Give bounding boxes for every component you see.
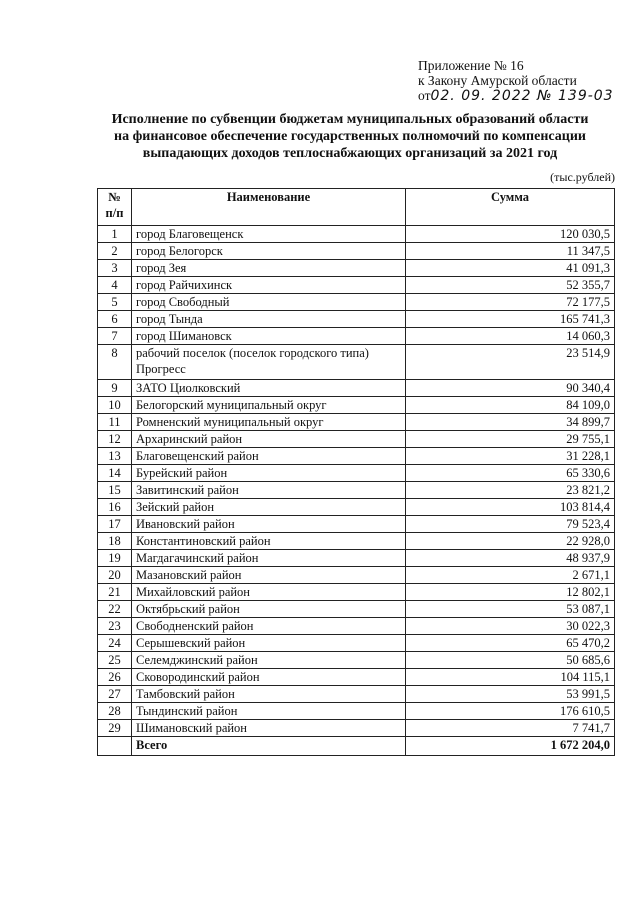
row-number: 12 [98, 431, 132, 448]
total-sum: 1 672 204,0 [406, 737, 615, 756]
row-number: 8 [98, 345, 132, 380]
row-sum: 29 755,1 [406, 431, 615, 448]
row-sum: 53 991,5 [406, 686, 615, 703]
table-row [98, 652, 615, 669]
row-name: город Зея [132, 260, 406, 277]
total-label: Всего [132, 737, 406, 756]
row-number: 21 [98, 584, 132, 601]
row-name: Магдагачинский район [132, 550, 406, 567]
row-number: 9 [98, 380, 132, 397]
handwritten-date-number: 02. 09. 2022 № 139-03 [430, 88, 614, 104]
row-number: 27 [98, 686, 132, 703]
row-sum: 2 671,1 [406, 567, 615, 584]
row-name: Тамбовский район [132, 686, 406, 703]
title-line-2: на финансовое обеспечение государственных полномочий по компенсации [114, 129, 586, 144]
row-number: 19 [98, 550, 132, 567]
row-name: город Райчихинск [132, 277, 406, 294]
row-sum: 11 347,5 [406, 243, 615, 260]
row-number: 29 [98, 720, 132, 737]
table-row [98, 567, 615, 584]
row-number: 3 [98, 260, 132, 277]
table-row [98, 618, 615, 635]
row-number: 2 [98, 243, 132, 260]
row-number: 11 [98, 414, 132, 431]
row-name: Свободненский район [132, 618, 406, 635]
row-sum: 14 060,3 [406, 328, 615, 345]
row-number: 16 [98, 499, 132, 516]
row-name: Зейский район [132, 499, 406, 516]
table-row [98, 720, 615, 737]
row-sum: 48 937,9 [406, 550, 615, 567]
row-number: 18 [98, 533, 132, 550]
row-number: 7 [98, 328, 132, 345]
annex-header [418, 58, 614, 104]
total-row [98, 737, 615, 756]
row-name: город Тында [132, 311, 406, 328]
document-title [70, 111, 630, 162]
table-header-row [98, 189, 615, 226]
annex-line-2: к Закону Амурской области [418, 73, 577, 88]
row-number: 22 [98, 601, 132, 618]
row-name: Мазановский район [132, 567, 406, 584]
table-row [98, 277, 615, 294]
row-sum: 30 022,3 [406, 618, 615, 635]
table-row [98, 465, 615, 482]
row-name: Сковородинский район [132, 669, 406, 686]
row-name: Архаринский район [132, 431, 406, 448]
row-sum: 34 899,7 [406, 414, 615, 431]
row-number: 23 [98, 618, 132, 635]
row-number: 14 [98, 465, 132, 482]
row-number: 4 [98, 277, 132, 294]
table-row [98, 482, 615, 499]
row-name: Ивановский район [132, 516, 406, 533]
row-sum: 72 177,5 [406, 294, 615, 311]
table-row [98, 584, 615, 601]
table-row [98, 414, 615, 431]
title-line-3: выпадающих доходов теплоснабжающих организаций за 2021 год [142, 146, 558, 161]
row-number: 1 [98, 226, 132, 243]
row-sum: 41 091,3 [406, 260, 615, 277]
row-sum: 104 115,1 [406, 669, 615, 686]
row-number: 28 [98, 703, 132, 720]
row-name: Благовещенский район [132, 448, 406, 465]
units-label: (тыс.рублей) [550, 170, 615, 184]
table-row [98, 703, 615, 720]
row-sum: 65 330,6 [406, 465, 615, 482]
row-number: 26 [98, 669, 132, 686]
row-name: Белогорский муниципальный округ [132, 397, 406, 414]
row-number: 17 [98, 516, 132, 533]
row-name: город Белогорск [132, 243, 406, 260]
row-sum: 12 802,1 [406, 584, 615, 601]
table-row [98, 686, 615, 703]
row-name: Тындинский район [132, 703, 406, 720]
row-sum: 65 470,2 [406, 635, 615, 652]
row-number: 6 [98, 311, 132, 328]
table-row [98, 533, 615, 550]
row-sum: 79 523,4 [406, 516, 615, 533]
table-row [98, 448, 615, 465]
row-name: Октябрьский район [132, 601, 406, 618]
row-sum: 31 228,1 [406, 448, 615, 465]
row-name: ЗАТО Циолковский [132, 380, 406, 397]
row-sum: 176 610,5 [406, 703, 615, 720]
table-row [98, 635, 615, 652]
table-row [98, 431, 615, 448]
table-row [98, 516, 615, 533]
row-number: 5 [98, 294, 132, 311]
row-sum: 52 355,7 [406, 277, 615, 294]
header-name: Наименование [132, 189, 406, 226]
row-sum: 7 741,7 [406, 720, 615, 737]
table-row [98, 601, 615, 618]
header-sum: Сумма [406, 189, 615, 226]
annex-date-prefix: от [418, 88, 431, 103]
row-name: Ромненский муниципальный округ [132, 414, 406, 431]
row-name: Константиновский район [132, 533, 406, 550]
table-row [98, 243, 615, 260]
row-sum: 165 741,3 [406, 311, 615, 328]
row-sum: 22 928,0 [406, 533, 615, 550]
table-row [98, 294, 615, 311]
row-name: город Благовещенск [132, 226, 406, 243]
row-name: Михайловский район [132, 584, 406, 601]
table-row [98, 550, 615, 567]
row-sum: 103 814,4 [406, 499, 615, 516]
table-row [98, 345, 615, 380]
table-row [98, 380, 615, 397]
row-sum: 53 087,1 [406, 601, 615, 618]
title-line-1: Исполнение по субвенции бюджетам муниципальных образований области [111, 112, 589, 127]
row-number: 25 [98, 652, 132, 669]
row-number: 24 [98, 635, 132, 652]
table-row [98, 328, 615, 345]
row-number: 15 [98, 482, 132, 499]
row-sum: 23 514,9 [406, 345, 615, 380]
annex-line-1: Приложение № 16 [418, 58, 524, 73]
header-num: № п/п [98, 189, 132, 226]
row-sum: 23 821,2 [406, 482, 615, 499]
row-sum: 120 030,5 [406, 226, 615, 243]
table-body [98, 226, 615, 756]
row-name: Завитинский район [132, 482, 406, 499]
row-number: 20 [98, 567, 132, 584]
row-sum: 90 340,4 [406, 380, 615, 397]
row-sum: 50 685,6 [406, 652, 615, 669]
table-row [98, 311, 615, 328]
row-number: 13 [98, 448, 132, 465]
table-row [98, 499, 615, 516]
table-row [98, 260, 615, 277]
table-row [98, 226, 615, 243]
row-name: город Шимановск [132, 328, 406, 345]
row-name: Серышевский район [132, 635, 406, 652]
table-row [98, 397, 615, 414]
total-num-cell [98, 737, 132, 756]
row-sum: 84 109,0 [406, 397, 615, 414]
row-name: рабочий поселок (поселок городского типа) Прогресс [132, 345, 406, 380]
row-name: Бурейский район [132, 465, 406, 482]
table-row [98, 669, 615, 686]
row-name: Селемджинский район [132, 652, 406, 669]
row-name: город Свободный [132, 294, 406, 311]
row-number: 10 [98, 397, 132, 414]
budget-table [97, 188, 615, 756]
annex-line-3 [418, 88, 614, 104]
row-name: Шимановский район [132, 720, 406, 737]
